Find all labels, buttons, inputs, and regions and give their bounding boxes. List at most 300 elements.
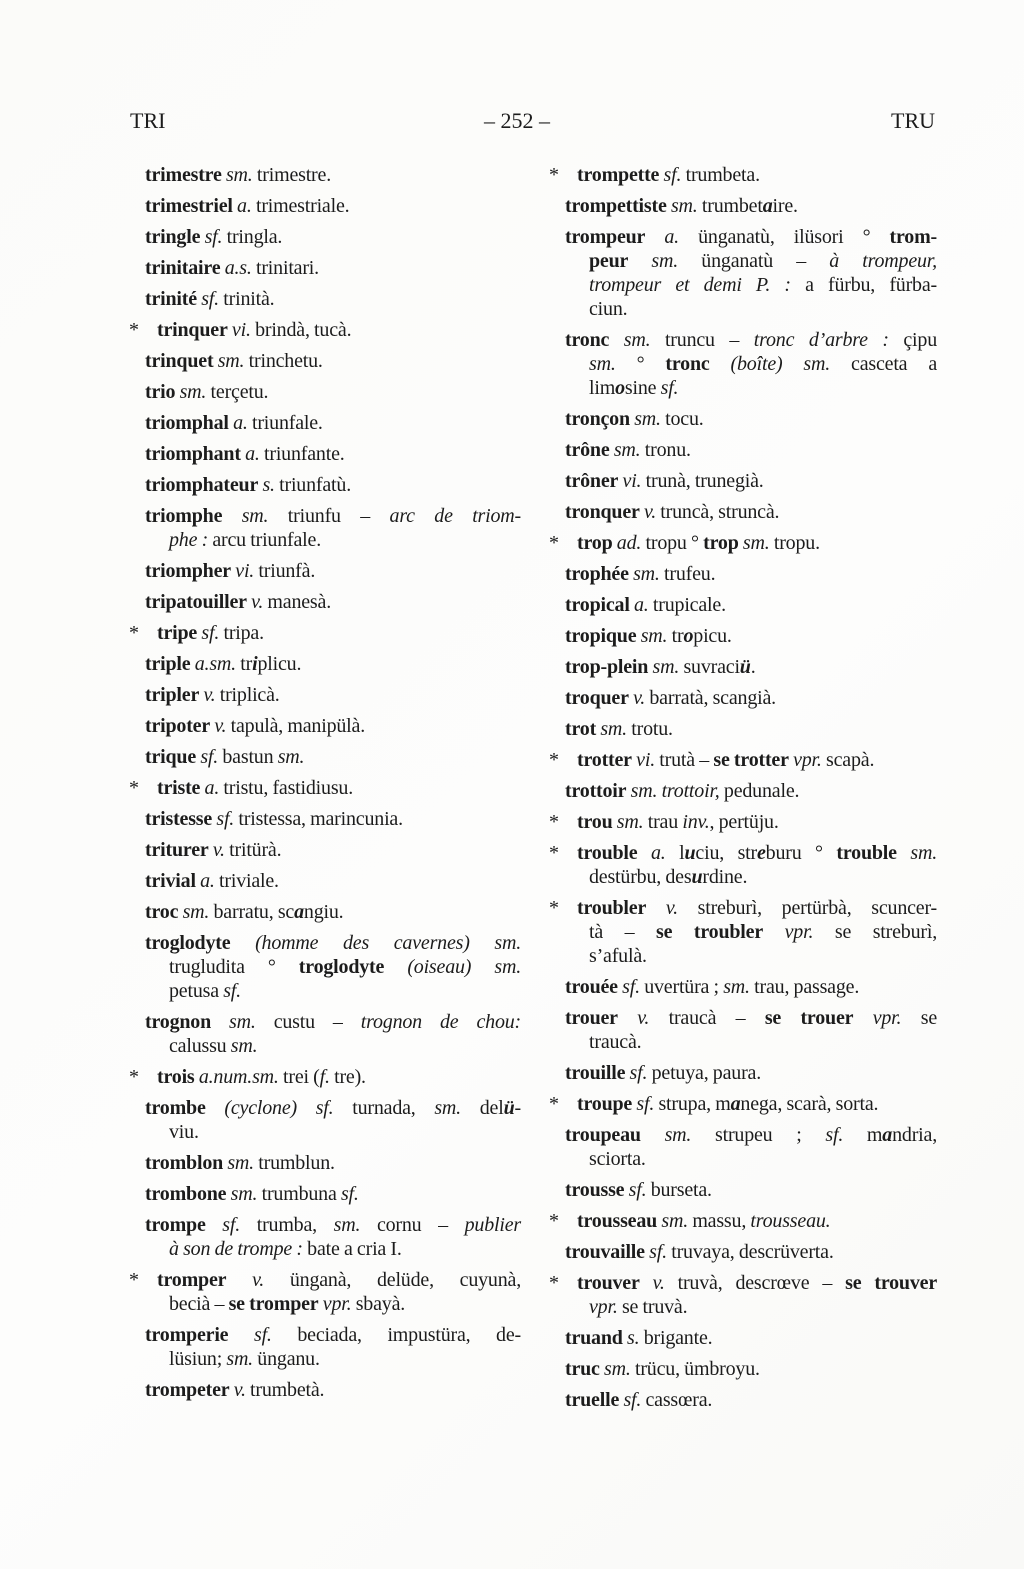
entry-line xyxy=(549,1271,938,1295)
entry-text: ad. xyxy=(612,532,642,554)
entry-text: sm. xyxy=(223,1152,254,1174)
entry-line xyxy=(145,1182,521,1206)
entry-text: sf. xyxy=(200,226,223,248)
dictionary-entry xyxy=(549,748,937,772)
headword: troquer xyxy=(565,687,629,709)
entry-text: tritürà. xyxy=(224,839,282,861)
entry-line xyxy=(145,380,521,404)
entry-text: trau, passage. xyxy=(749,976,860,998)
dictionary-entry xyxy=(549,531,937,555)
entry-line xyxy=(169,1347,521,1371)
headword: tromblon xyxy=(145,1152,224,1174)
entry-text: - xyxy=(514,1097,521,1119)
entry-text: ü xyxy=(503,1097,515,1119)
entry-line xyxy=(129,318,521,342)
entry-line xyxy=(169,1120,521,1144)
entry-text: sf. xyxy=(228,1324,272,1346)
entry-text: sm. xyxy=(175,381,207,403)
dictionary-entry xyxy=(565,655,937,679)
entry-text: a xyxy=(762,195,773,217)
dictionary-entry xyxy=(129,1268,521,1316)
star-marker: * xyxy=(549,842,559,864)
entry-text: se trouver xyxy=(845,1272,938,1294)
entry-text: sm. xyxy=(178,901,210,923)
entry-text: picu. xyxy=(693,625,732,647)
entry-text: a. xyxy=(629,594,649,616)
headword: trio xyxy=(145,381,176,403)
entry-text: vi. xyxy=(230,560,255,582)
entry-text: ndria, xyxy=(892,1124,937,1146)
entry-line xyxy=(129,776,521,800)
entry-line xyxy=(549,896,937,920)
dictionary-entry xyxy=(145,504,521,552)
entry-text: inv. xyxy=(682,811,710,833)
entry-text: sm. xyxy=(636,625,668,647)
headword: trimestriel xyxy=(145,195,233,217)
entry-text: vpr. xyxy=(788,749,822,771)
entry-text: tropu. xyxy=(769,532,820,554)
entry-line xyxy=(145,559,521,583)
entry-text: sm. xyxy=(640,1124,692,1146)
entry-line xyxy=(589,376,937,400)
entry-text: scapà. xyxy=(821,749,875,771)
dictionary-entry xyxy=(145,714,521,738)
entry-text: a.sm. xyxy=(190,653,236,675)
entry-text: barratu, sc xyxy=(209,901,295,923)
entry-text: traucà. xyxy=(589,1031,642,1053)
entry-text: sf. xyxy=(624,1179,647,1201)
headword: trophée xyxy=(565,563,629,585)
headword: trivial xyxy=(145,870,196,892)
entry-text: tropu ° xyxy=(641,532,704,554)
entry-text: trumbet xyxy=(697,195,763,217)
star-marker: * xyxy=(549,1093,559,1115)
dictionary-entry xyxy=(129,318,521,342)
entry-text: uvertüra ; xyxy=(639,976,724,998)
headword: trinitaire xyxy=(145,257,221,279)
dictionary-entry xyxy=(145,1323,521,1371)
entry-text: bastun xyxy=(218,746,278,768)
star-marker: * xyxy=(549,749,559,771)
entry-text: sm. xyxy=(666,195,698,217)
entry-text: sciorta. xyxy=(589,1148,646,1170)
headword: trottoir xyxy=(565,780,627,802)
entry-text: a. xyxy=(232,195,252,217)
dictionary-entry xyxy=(565,593,937,617)
entry-text: se truvà. xyxy=(617,1296,688,1318)
entry-text: traucà – xyxy=(649,1007,765,1029)
star-marker: * xyxy=(549,532,559,554)
dictionary-entry xyxy=(565,686,937,710)
dictionary-entry xyxy=(145,1096,521,1144)
entry-text: . xyxy=(750,656,756,678)
dictionary-entry xyxy=(565,500,937,524)
entry-line xyxy=(145,1378,521,1402)
guideword-left: TRI xyxy=(130,108,166,133)
dictionary-entry xyxy=(145,559,521,583)
entry-line xyxy=(565,1357,937,1381)
entry-line xyxy=(565,624,937,648)
entry-text: triplicà. xyxy=(215,684,280,706)
entry-text: rdine. xyxy=(702,866,748,888)
entry-line xyxy=(565,407,937,431)
dictionary-entry xyxy=(145,194,521,218)
entry-text: sf. xyxy=(625,1062,648,1084)
entry-line xyxy=(169,955,521,979)
headword: triompher xyxy=(145,560,231,582)
entry-text: trumbeta. xyxy=(681,164,760,186)
dictionary-entry xyxy=(565,717,937,741)
headword: trône xyxy=(565,439,610,461)
entry-line xyxy=(565,1006,937,1030)
entry-text: cornu – xyxy=(360,1214,465,1236)
headword: trique xyxy=(145,746,197,768)
entry-text: ü xyxy=(739,656,751,678)
headword: trouble xyxy=(577,842,638,864)
headword: tromperie xyxy=(145,1324,229,1346)
entry-text: ciun. xyxy=(589,298,628,320)
entry-text: vpr. xyxy=(589,1296,618,1318)
entry-text: vi. xyxy=(227,319,251,341)
entry-line xyxy=(145,1151,521,1175)
entry-text: sm. xyxy=(628,250,679,272)
entry-text: trinità. xyxy=(218,288,275,310)
entry-text: sf. xyxy=(205,1214,241,1236)
entry-line xyxy=(145,869,521,893)
dictionary-entry xyxy=(145,900,521,924)
dictionary-entry xyxy=(565,328,937,400)
headword: tronçon xyxy=(565,408,630,430)
entry-line xyxy=(549,531,937,555)
entry-text: se troubler xyxy=(656,921,764,943)
entry-text: v. xyxy=(199,684,216,706)
dictionary-entry xyxy=(129,776,521,800)
entry-text: cassœra. xyxy=(641,1389,713,1411)
entry-text: sf. xyxy=(196,288,219,310)
entry-text: tronu. xyxy=(640,439,691,461)
entry-text: sf. xyxy=(619,1389,642,1411)
entry-line xyxy=(565,562,937,586)
entry-text: buru ° xyxy=(765,842,837,864)
entry-text: à son de trompe : xyxy=(169,1238,303,1260)
entry-text: destürbu, des xyxy=(589,866,692,888)
entry-text: vpr. xyxy=(853,1007,902,1029)
entry-text: a. xyxy=(228,412,248,434)
entry-line xyxy=(589,297,937,321)
dictionary-entry xyxy=(145,590,521,614)
entry-text: trop xyxy=(703,532,739,554)
entry-line xyxy=(565,1178,937,1202)
star-marker: * xyxy=(549,811,559,833)
page-header xyxy=(0,108,1024,138)
headword: trop xyxy=(577,532,613,554)
entry-text: v. xyxy=(646,897,678,919)
headword: trouer xyxy=(565,1007,618,1029)
entry-text: nega, scarà, sorta. xyxy=(740,1093,879,1115)
entry-text: triunfale. xyxy=(247,412,323,434)
entry-text: tr xyxy=(667,625,684,647)
entry-text: sm. xyxy=(589,353,616,375)
entry-line xyxy=(565,975,937,999)
entry-line xyxy=(145,163,521,187)
entry-text: trutà – xyxy=(655,749,714,771)
entry-text: sf. xyxy=(660,377,679,399)
entry-line xyxy=(145,194,521,218)
headword: triomphant xyxy=(145,443,241,465)
headword: troglodyte xyxy=(145,932,231,954)
entry-line xyxy=(565,1388,937,1412)
entry-text: triunfatù. xyxy=(274,474,351,496)
headword: troupe xyxy=(577,1093,633,1115)
star-marker: * xyxy=(549,1210,559,1232)
dictionary-entry xyxy=(145,411,521,435)
entry-text: ünganu. xyxy=(253,1348,320,1370)
right-column xyxy=(549,163,938,1419)
entry-text: sm. xyxy=(226,1183,258,1205)
headword: tromper xyxy=(157,1269,227,1291)
left-column xyxy=(129,163,522,1409)
entry-line xyxy=(589,1295,937,1319)
entry-line xyxy=(145,1010,521,1034)
entry-text: tapulà, manipülà. xyxy=(226,715,366,737)
entry-text: ünganatù, ilüsori ° xyxy=(678,226,890,248)
entry-text: tre). xyxy=(329,1066,366,1088)
entry-line xyxy=(589,1030,937,1054)
dictionary-entry xyxy=(565,624,937,648)
star-marker: * xyxy=(549,164,559,186)
entry-text: a xyxy=(730,1093,741,1115)
star-marker: * xyxy=(129,622,139,644)
entry-text: (oiseau) sm. xyxy=(384,956,521,978)
entry-text: brigante. xyxy=(639,1327,713,1349)
headword: trot xyxy=(565,718,597,740)
entry-text: sf. xyxy=(212,808,235,830)
dictionary-entry xyxy=(565,779,937,803)
entry-text: , pertüju. xyxy=(709,811,779,833)
entry-line xyxy=(549,748,937,772)
entry-text: trumba, xyxy=(240,1214,334,1236)
headword: trognon xyxy=(145,1011,212,1033)
entry-line xyxy=(565,469,937,493)
entry-line xyxy=(565,593,937,617)
headword: truc xyxy=(565,1358,600,1380)
entry-text: viu. xyxy=(169,1121,199,1143)
headword: tripoter xyxy=(145,715,211,737)
entry-line xyxy=(145,745,521,769)
entry-line xyxy=(549,1209,937,1233)
entry-text: sm. xyxy=(222,505,269,527)
headword: truand xyxy=(565,1327,623,1349)
entry-text: tronc d’arbre : xyxy=(753,329,889,351)
entry-text: del xyxy=(460,1097,504,1119)
entry-text: sm. xyxy=(333,1214,361,1236)
entry-text: sine xyxy=(624,377,661,399)
headword: trouver xyxy=(577,1272,640,1294)
entry-text: sm. xyxy=(609,329,651,351)
headword: tristesse xyxy=(145,808,213,830)
headword: triple xyxy=(145,653,191,675)
dictionary-entry xyxy=(565,225,937,321)
dictionary-entry xyxy=(565,469,937,493)
headword: tripatouiller xyxy=(145,591,247,613)
dictionary-entry xyxy=(145,652,521,676)
headword: troupeau xyxy=(565,1124,641,1146)
dictionary-entry xyxy=(565,1240,937,1264)
entry-text: sm. xyxy=(213,350,245,372)
dictionary-entry xyxy=(549,1209,937,1233)
entry-text: v. xyxy=(628,687,646,709)
entry-text: tr xyxy=(235,653,253,675)
entry-line xyxy=(129,1268,521,1292)
entry-line xyxy=(145,714,521,738)
entry-text: plicu. xyxy=(257,653,302,675)
headword: tripler xyxy=(145,684,200,706)
entry-text: v. xyxy=(617,1007,650,1029)
headword: trouée xyxy=(565,976,618,998)
entry-text: u xyxy=(691,866,703,888)
dictionary-entry xyxy=(145,1010,521,1058)
headword: triturer xyxy=(145,839,209,861)
entry-line xyxy=(145,1096,521,1120)
star-marker: * xyxy=(129,319,139,341)
headword: tropique xyxy=(565,625,637,647)
entry-text: a. xyxy=(645,226,679,248)
headword: trombe xyxy=(145,1097,206,1119)
entry-text: trugludita ° xyxy=(169,956,299,978)
entry-line xyxy=(589,920,937,944)
entry-line xyxy=(565,655,937,679)
entry-text: manesà. xyxy=(263,591,331,613)
entry-text: sm. xyxy=(277,746,305,768)
entry-text: çipu xyxy=(888,329,938,351)
entry-text: sm. xyxy=(629,408,661,430)
dictionary-entry xyxy=(565,1326,937,1350)
entry-text: ciu, str xyxy=(695,842,757,864)
headword: trinquer xyxy=(157,319,228,341)
entry-text: triunfu – xyxy=(268,505,390,527)
dictionary-entry xyxy=(145,1151,521,1175)
entry-text: vi. xyxy=(618,470,642,492)
dictionary-entry xyxy=(145,225,521,249)
dictionary-entry xyxy=(565,975,937,999)
entry-line xyxy=(145,473,521,497)
entry-line xyxy=(565,717,937,741)
entry-line xyxy=(169,1034,521,1058)
entry-text: o xyxy=(683,625,694,647)
dictionary-entry xyxy=(565,1388,937,1412)
headword: triomphal xyxy=(145,412,229,434)
dictionary-entry xyxy=(565,194,937,218)
entry-text: ° xyxy=(615,353,666,375)
star-marker: * xyxy=(129,777,139,799)
entry-line xyxy=(565,1240,937,1264)
entry-text: lim xyxy=(589,377,616,399)
headword: trousse xyxy=(565,1179,625,1201)
entry-line xyxy=(549,163,937,187)
entry-line xyxy=(145,683,521,707)
dictionary-entry xyxy=(145,1378,521,1402)
headword: trompe xyxy=(145,1214,206,1236)
entry-text: tristessa, marincunia. xyxy=(234,808,403,830)
entry-text: tronc xyxy=(665,353,710,375)
entry-text: triunfante. xyxy=(259,443,345,465)
headword: trotter xyxy=(577,749,632,771)
entry-text: petuya, paura. xyxy=(647,1062,762,1084)
entry-text: sm. xyxy=(738,532,770,554)
entry-line xyxy=(145,504,521,528)
entry-line xyxy=(565,1326,937,1350)
entry-line xyxy=(565,779,937,803)
entry-line xyxy=(589,865,937,889)
star-marker: * xyxy=(549,1272,559,1294)
dictionary-entry xyxy=(565,438,937,462)
entry-text: trei ( xyxy=(278,1066,320,1088)
entry-text: petusa xyxy=(169,980,224,1002)
entry-text: a. xyxy=(195,870,215,892)
entry-line xyxy=(565,328,937,352)
dictionary-entry xyxy=(145,473,521,497)
headword: trois xyxy=(157,1066,195,1088)
entry-text: v. xyxy=(226,1269,265,1291)
headword: troubler xyxy=(577,897,647,919)
dictionary-entry xyxy=(565,562,937,586)
headword: trinité xyxy=(145,288,197,310)
headword: trompeur xyxy=(565,226,646,248)
entry-text: sf. xyxy=(825,1124,844,1146)
entry-text: a xyxy=(882,1124,893,1146)
headword: trousseau xyxy=(577,1210,658,1232)
entry-text: se trotter xyxy=(713,749,789,771)
entry-text: strupa, m xyxy=(654,1093,731,1115)
entry-text: brindà, tucà. xyxy=(250,319,352,341)
entry-line xyxy=(565,225,937,249)
entry-text: sm. xyxy=(648,656,680,678)
entry-text: sf. xyxy=(632,1093,655,1115)
entry-text: trimestre. xyxy=(252,164,331,186)
entry-line xyxy=(145,1213,521,1237)
entry-text: vpr. xyxy=(763,921,814,943)
entry-text: o xyxy=(615,377,625,399)
entry-text: ngiu. xyxy=(303,901,344,923)
dictionary-entry xyxy=(565,1061,937,1085)
entry-text: turnada, xyxy=(333,1097,435,1119)
entry-text: u xyxy=(684,842,696,864)
headword: trouvaille xyxy=(565,1241,645,1263)
entry-text: trufeu. xyxy=(659,563,716,585)
entry-text: sm. xyxy=(723,976,750,998)
entry-text: vi. xyxy=(631,749,655,771)
headword: tripe xyxy=(157,622,198,644)
dictionary-entry xyxy=(145,163,521,187)
entry-text: troglodyte xyxy=(298,956,385,978)
entry-text: l xyxy=(665,842,685,864)
dictionary-entry xyxy=(145,838,521,862)
entry-text: sm. xyxy=(599,1358,631,1380)
entry-line xyxy=(589,273,937,297)
entry-text: sm. xyxy=(612,811,644,833)
entry-line xyxy=(565,194,937,218)
entry-text: a xyxy=(294,901,304,923)
entry-line xyxy=(565,1123,937,1147)
entry-text: ünganatù – xyxy=(678,250,830,272)
dictionary-entry xyxy=(145,256,521,280)
entry-text: sm. xyxy=(596,718,627,740)
entry-text: trousseau. xyxy=(750,1210,831,1232)
entry-text: trumblun. xyxy=(253,1152,335,1174)
entry-text: v. xyxy=(210,715,227,737)
entry-text: suvraci xyxy=(679,656,740,678)
dictionary-entry xyxy=(145,931,521,1003)
